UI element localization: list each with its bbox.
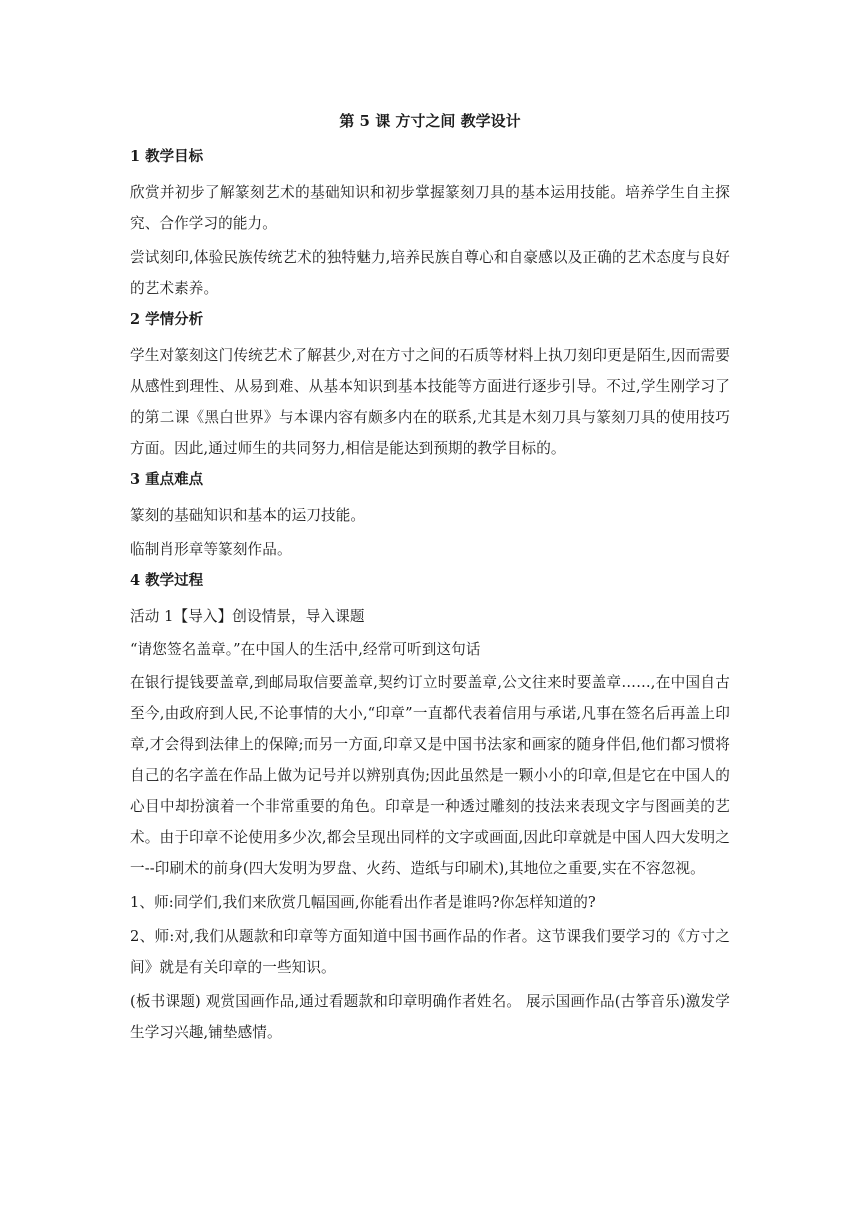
section-heading: 1 教学目标 (130, 148, 204, 165)
section-key-difficulties (130, 467, 730, 565)
document-title: 第 5 课 方寸之间 教学设计 (339, 112, 521, 130)
paragraph: 1、师:同学们,我们来欣赏几幅国画,你能看出作者是谁吗?你怎样知道的? (130, 894, 596, 911)
paragraph: 2、师:对,我们从题款和印章等方面知道中国书画作品的作者。这节课我们要学习的《方寸之间》就是有关印章的一些知识。 (130, 928, 730, 976)
paragraph: 活动 1【导入】创设情景，导入课题 (130, 608, 365, 625)
section-heading: 3 重点难点 (130, 471, 204, 488)
paragraph: 临制肖形章等篆刻作品。 (130, 541, 292, 558)
paragraph: 学生对篆刻这门传统艺术了解甚少,对在方寸之间的石质等材料上执刀刻印更是陌生,因而需要从感性到理性、从易到难、从基本知识到基本技能等方面进行逐步引导。不过,学生刚学习了的第二课《黑白世界》与本课内容有颇多内在的联系,尤其是木刻刀具与篆刻刀具的使用技巧方面。因此,通过师生的共同努力,相信是能达到预期的教学目标的。 (130, 347, 730, 457)
paragraph: 尝试刻印,体验民族传统艺术的独特魅力,培养民族自尊心和自豪感以及正确的艺术态度与良好的艺术素养。 (130, 249, 730, 297)
paragraph: 欣赏并初步了解篆刻艺术的基础知识和初步掌握篆刻刀具的基本运用技能。培养学生自主探究、合作学习的能力。 (130, 184, 730, 232)
section-student-analysis (130, 307, 730, 464)
paragraph: 在银行提钱要盖章,到邮局取信要盖章,契约订立时要盖章,公文往来时要盖章……,在中国自古至今,由政府到人民,不论事情的大小,“印章”一直都代表着信用与承诺,凡事在签名后再盖上印章,才会得到法律上的保障;而另一方面,印章又是中国书法家和画家的随身伴侣,他们都习惯将自己的名字盖在作品上做为记号并以辨别真伪;因此虽然是一颗小小的印章,但是它在中国人的心目中却扮演着一个非常重要的角色。印章是一种透过雕刻的技法来表现文字与图画美的艺术。由于印章不论使用多少次,都会呈现出同样的文字或画面,因此印章就是中国人四大发明之一--印刷术的前身(四大发明为罗盘、火药、造纸与印刷术),其地位之重要,实在不容忽视。 (130, 674, 730, 877)
section-heading: 4 教学过程 (130, 572, 204, 589)
document-page (130, 108, 730, 1051)
paragraph: “请您签名盖章。”在中国人的生活中,经常可听到这句话 (130, 641, 481, 658)
paragraph: 篆刻的基础知识和基本的运刀技能。 (130, 507, 366, 524)
section-heading: 2 学情分析 (130, 311, 204, 328)
section-teaching-process (130, 568, 730, 1048)
paragraph: (板书课题) 观赏国画作品,通过看题款和印章明确作者姓名。 展示国画作品(古筝音乐)激发学生学习兴趣,铺垫感情。 (130, 993, 730, 1041)
section-teaching-goals (130, 144, 730, 304)
